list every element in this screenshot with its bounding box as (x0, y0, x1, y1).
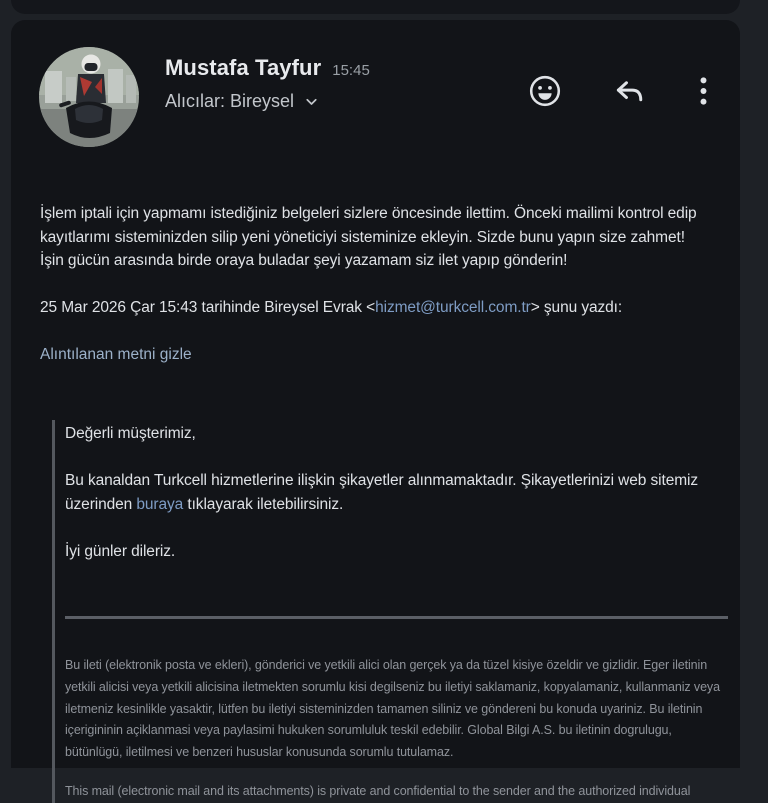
previous-message-card[interactable] (11, 0, 740, 14)
quoted-body-text-after: tıklayarak iletebilirsiniz. (183, 495, 344, 513)
message-paragraph: İşlem iptali için yapmamı istediğiniz belgeleri sizlere öncesinde ilettim. Önceki mailimi kontrol edip kayıtlarımı sisteminizden silip yeni yöneticiyi sisteminize ekleyin. Sizde bunu yapın size zahmet! İşin gücün arasında birde oraya buladar şeyi yazamam siz ilet yapıp gönderin! (40, 205, 697, 269)
recipients-toggle[interactable] (165, 91, 370, 112)
recipients-label: Alıcılar: Bireysel (165, 91, 295, 111)
emoji-reaction-button[interactable] (527, 73, 563, 109)
reply-intro-suffix: > şunu yazdı: (530, 299, 623, 316)
sender-email-link[interactable]: hizmet@turkcell.com.tr (375, 299, 531, 316)
sender-avatar[interactable] (39, 47, 139, 147)
message-body (11, 202, 740, 320)
avatar-photo-motorcycle-rider (39, 47, 139, 147)
quoted-message-block (52, 420, 728, 803)
quoted-greeting: Değerli müşterimiz, (65, 425, 196, 442)
reply-intro-prefix: 25 Mar 2026 Çar 15:43 tarihinde Bireysel Evrak < (40, 299, 376, 316)
disclaimer-english: This mail (electronic mail and its attachments) is private and confidential to the sender and the authorized individual (65, 783, 691, 798)
reply-arrow-icon (613, 96, 647, 111)
disclaimer-turkish: Bu ileti (elektronik posta ve ekleri), gönderici ve yetkili alici olan gerçek ya da tüzel kisiye özeldir ve gizlidir. Eger iletinin yetkili alicisi veya yetkili alicisina iletmekten sorumlu kisi degilseniz bu iletiyi saklamaniz, kopyalamaniz, kullanmaniz veya iletmeniz kesinlikle yasaktir, lütfen bu iletiyi sisteminizden tamamen siliniz ve göndereni bu konuda uyariniz. Bu iletinin içerigininin açiklanmasi veya paylasimi hukuken sorumluluk teskil edebilir. Global Bilgi A.S. bu iletinin dogrulugu, bütünlügü, iletilmesi ve benzeri hususlar konusunda sorumlu tutulamaz. (65, 658, 720, 760)
quoted-closing: İyi günler dileriz. (65, 542, 176, 560)
message-actions (527, 73, 718, 109)
hide-quoted-text-link[interactable]: Alıntılanan metni gizle (40, 346, 192, 363)
reply-button[interactable] (613, 74, 647, 108)
buraya-link[interactable]: buraya (136, 495, 184, 513)
signature-divider (65, 616, 728, 619)
more-options-button[interactable] (697, 74, 710, 108)
quoted-body (65, 469, 728, 516)
email-message-card (11, 20, 740, 798)
sender-name: Mustafa Tayfur (165, 55, 322, 80)
quoted-body-text: Bu kanaldan Turkcell hizmetlerine ilişkin şikayetler alınmamaktadır. Şikayetlerinizi web sitemiz üzerinden (65, 472, 699, 513)
smiley-icon (527, 97, 563, 112)
chevron-down-icon (303, 93, 320, 110)
vertical-dots-icon (697, 96, 710, 111)
message-header (11, 20, 740, 147)
sender-name-row (165, 55, 370, 81)
message-time: 15:45 (332, 62, 370, 79)
sender-info (165, 55, 370, 112)
quoted-reply-intro (40, 296, 710, 320)
